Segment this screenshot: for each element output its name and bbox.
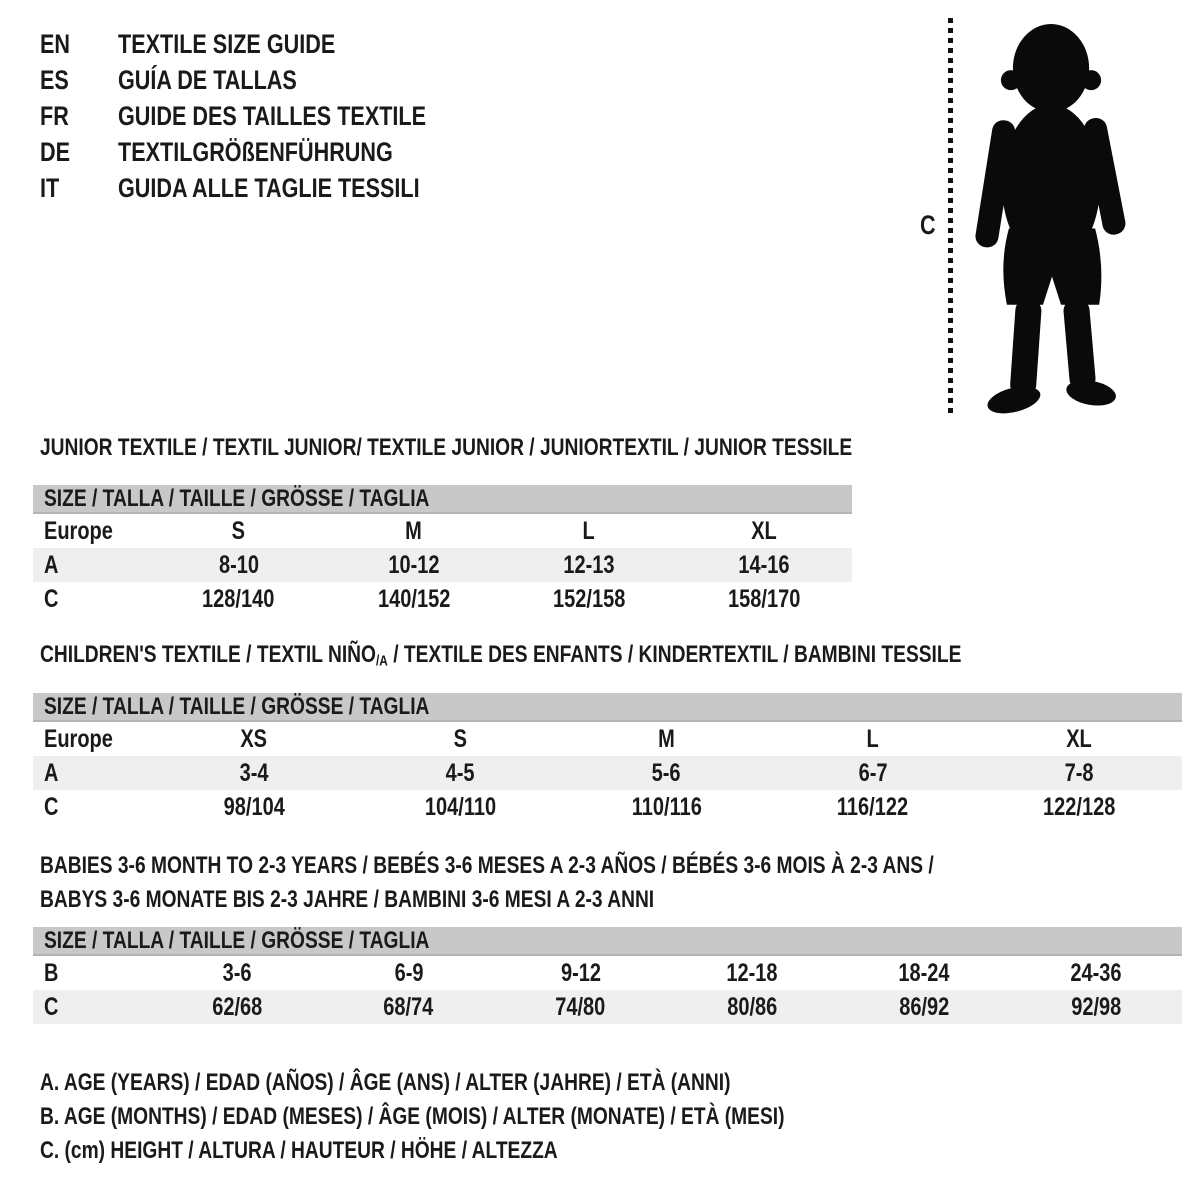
- row-label: A: [44, 758, 59, 787]
- height-value: 92/98: [1071, 992, 1122, 1021]
- language-title-list: [40, 26, 503, 206]
- language-code-de: DE: [40, 136, 71, 167]
- table-row-age-months: [33, 956, 1182, 990]
- height-value: 104/110: [424, 792, 496, 821]
- size-value: L: [583, 516, 596, 545]
- age-value: 6-9: [394, 958, 424, 987]
- table-row-height-cm: [33, 790, 1182, 824]
- height-value: 62/68: [211, 992, 262, 1021]
- babies-section-title-line1: BABIES 3-6 MONTH TO 2-3 YEARS / BEBÉS 3-6 MESES A 2-3 AÑOS / BÉBÉS 3-6 MOIS À 2-3 ANS /: [40, 852, 934, 879]
- age-value: 4-5: [445, 758, 475, 787]
- table-row-height-cm: [33, 582, 852, 616]
- size-value: S: [231, 516, 246, 545]
- table-row-age-years: [33, 548, 852, 582]
- size-value: XL: [751, 516, 778, 545]
- size-value: M: [658, 724, 675, 753]
- height-value: 110/116: [631, 792, 702, 821]
- row-label: C: [44, 584, 59, 613]
- height-value: 140/152: [377, 584, 451, 613]
- babies-size-table: [33, 927, 1182, 1024]
- children-section-title: CHILDREN'S TEXTILE / TEXTIL NIÑO/A / TEXTILE DES ENFANTS / KINDERTEXTIL / BAMBINI TESSILE: [40, 641, 962, 670]
- language-code-it: IT: [40, 172, 60, 203]
- row-label: A: [44, 550, 59, 579]
- language-row-de: [40, 134, 503, 170]
- legend-age-months: B. AGE (MONTHS) / EDAD (MESES) / ÂGE (MOIS) / ALTER (MONATE) / ETÀ (MESI): [40, 1103, 785, 1130]
- row-label: Europe: [44, 516, 113, 545]
- row-label: C: [44, 992, 59, 1021]
- language-row-it: [40, 170, 503, 206]
- height-value: 80/86: [727, 992, 778, 1021]
- height-value: 86/92: [899, 992, 950, 1021]
- language-row-fr: [40, 98, 503, 134]
- children-size-table: [33, 693, 1182, 824]
- guide-title-es: GUÍA DE TALLAS: [118, 64, 297, 95]
- row-label: B: [44, 958, 59, 987]
- height-value: 98/104: [223, 792, 285, 821]
- size-header-label: SIZE / TALLA / TAILLE / GRÖSSE / TAGLIA: [44, 484, 430, 512]
- language-code-es: ES: [40, 64, 69, 95]
- height-measure-dashed-line: [948, 18, 953, 415]
- age-value: 12-18: [726, 958, 778, 987]
- table-row-europe: [33, 722, 1182, 756]
- junior-size-header-bar: [33, 485, 852, 514]
- nino-a-subscript: /A: [375, 653, 388, 670]
- age-value: 3-4: [239, 758, 269, 787]
- age-value: 10-12: [388, 550, 440, 579]
- language-code-fr: FR: [40, 100, 69, 131]
- babies-section-title-line2: BABYS 3-6 MONATE BIS 2-3 JAHRE / BAMBINI 3-6 MESI A 2-3 ANNI: [40, 886, 655, 913]
- measure-legend: [40, 1066, 971, 1168]
- size-value: XL: [1066, 724, 1092, 753]
- table-row-height-cm: [33, 990, 1182, 1024]
- age-value: 8-10: [218, 550, 259, 579]
- toddler-silhouette-icon: [966, 16, 1132, 417]
- age-value: 12-13: [563, 550, 615, 579]
- age-value: 18-24: [898, 958, 950, 987]
- height-value: 74/80: [555, 992, 606, 1021]
- row-label: C: [44, 792, 59, 821]
- size-value: XS: [240, 724, 268, 753]
- age-value: 24-36: [1070, 958, 1122, 987]
- age-value: 7-8: [1064, 758, 1094, 787]
- height-value: 158/170: [728, 584, 801, 613]
- age-value: 14-16: [738, 550, 790, 579]
- legend-age-years: A. AGE (YEARS) / EDAD (AÑOS) / ÂGE (ANS) / ALTER (JAHRE) / ETÀ (ANNI): [40, 1069, 731, 1096]
- height-value: 122/128: [1042, 792, 1116, 821]
- legend-height-cm: C. (cm) HEIGHT / ALTURA / HAUTEUR / HÖHE / ALTEZZA: [40, 1137, 558, 1164]
- children-size-header-bar: [33, 693, 1182, 722]
- age-value: 9-12: [560, 958, 601, 987]
- language-code-en: EN: [40, 28, 71, 59]
- age-value: 5-6: [652, 758, 681, 787]
- junior-section-title: JUNIOR TEXTILE / TEXTIL JUNIOR/ TEXTILE JUNIOR / JUNIORTEXTIL / JUNIOR TESSILE: [40, 434, 853, 461]
- size-value: L: [866, 724, 879, 753]
- guide-title-it: GUIDA ALLE TAGLIE TESSILI: [118, 172, 420, 203]
- table-row-europe: [33, 514, 852, 548]
- height-value: 68/74: [383, 992, 434, 1021]
- language-row-es: [40, 62, 503, 98]
- table-row-age-years: [33, 756, 1182, 790]
- language-row-en: [40, 26, 503, 62]
- babies-size-header-bar: [33, 927, 1182, 956]
- guide-title-de: TEXTILGRÖßENFÜHRUNG: [118, 136, 393, 167]
- height-value: 116/122: [837, 792, 909, 821]
- junior-size-table: [33, 485, 852, 616]
- height-value: 128/140: [202, 584, 275, 613]
- height-measure-label: C: [920, 210, 936, 240]
- size-value: S: [453, 724, 467, 753]
- age-value: 3-6: [222, 958, 252, 987]
- guide-title-en: TEXTILE SIZE GUIDE: [118, 28, 336, 59]
- size-header-label: SIZE / TALLA / TAILLE / GRÖSSE / TAGLIA: [44, 926, 430, 954]
- size-value: M: [405, 516, 423, 545]
- row-label: Europe: [44, 724, 113, 753]
- size-header-label: SIZE / TALLA / TAILLE / GRÖSSE / TAGLIA: [44, 692, 430, 720]
- guide-title-fr: GUIDE DES TAILLES TEXTILE: [118, 100, 427, 131]
- height-value: 152/158: [552, 584, 626, 613]
- age-value: 6-7: [858, 758, 888, 787]
